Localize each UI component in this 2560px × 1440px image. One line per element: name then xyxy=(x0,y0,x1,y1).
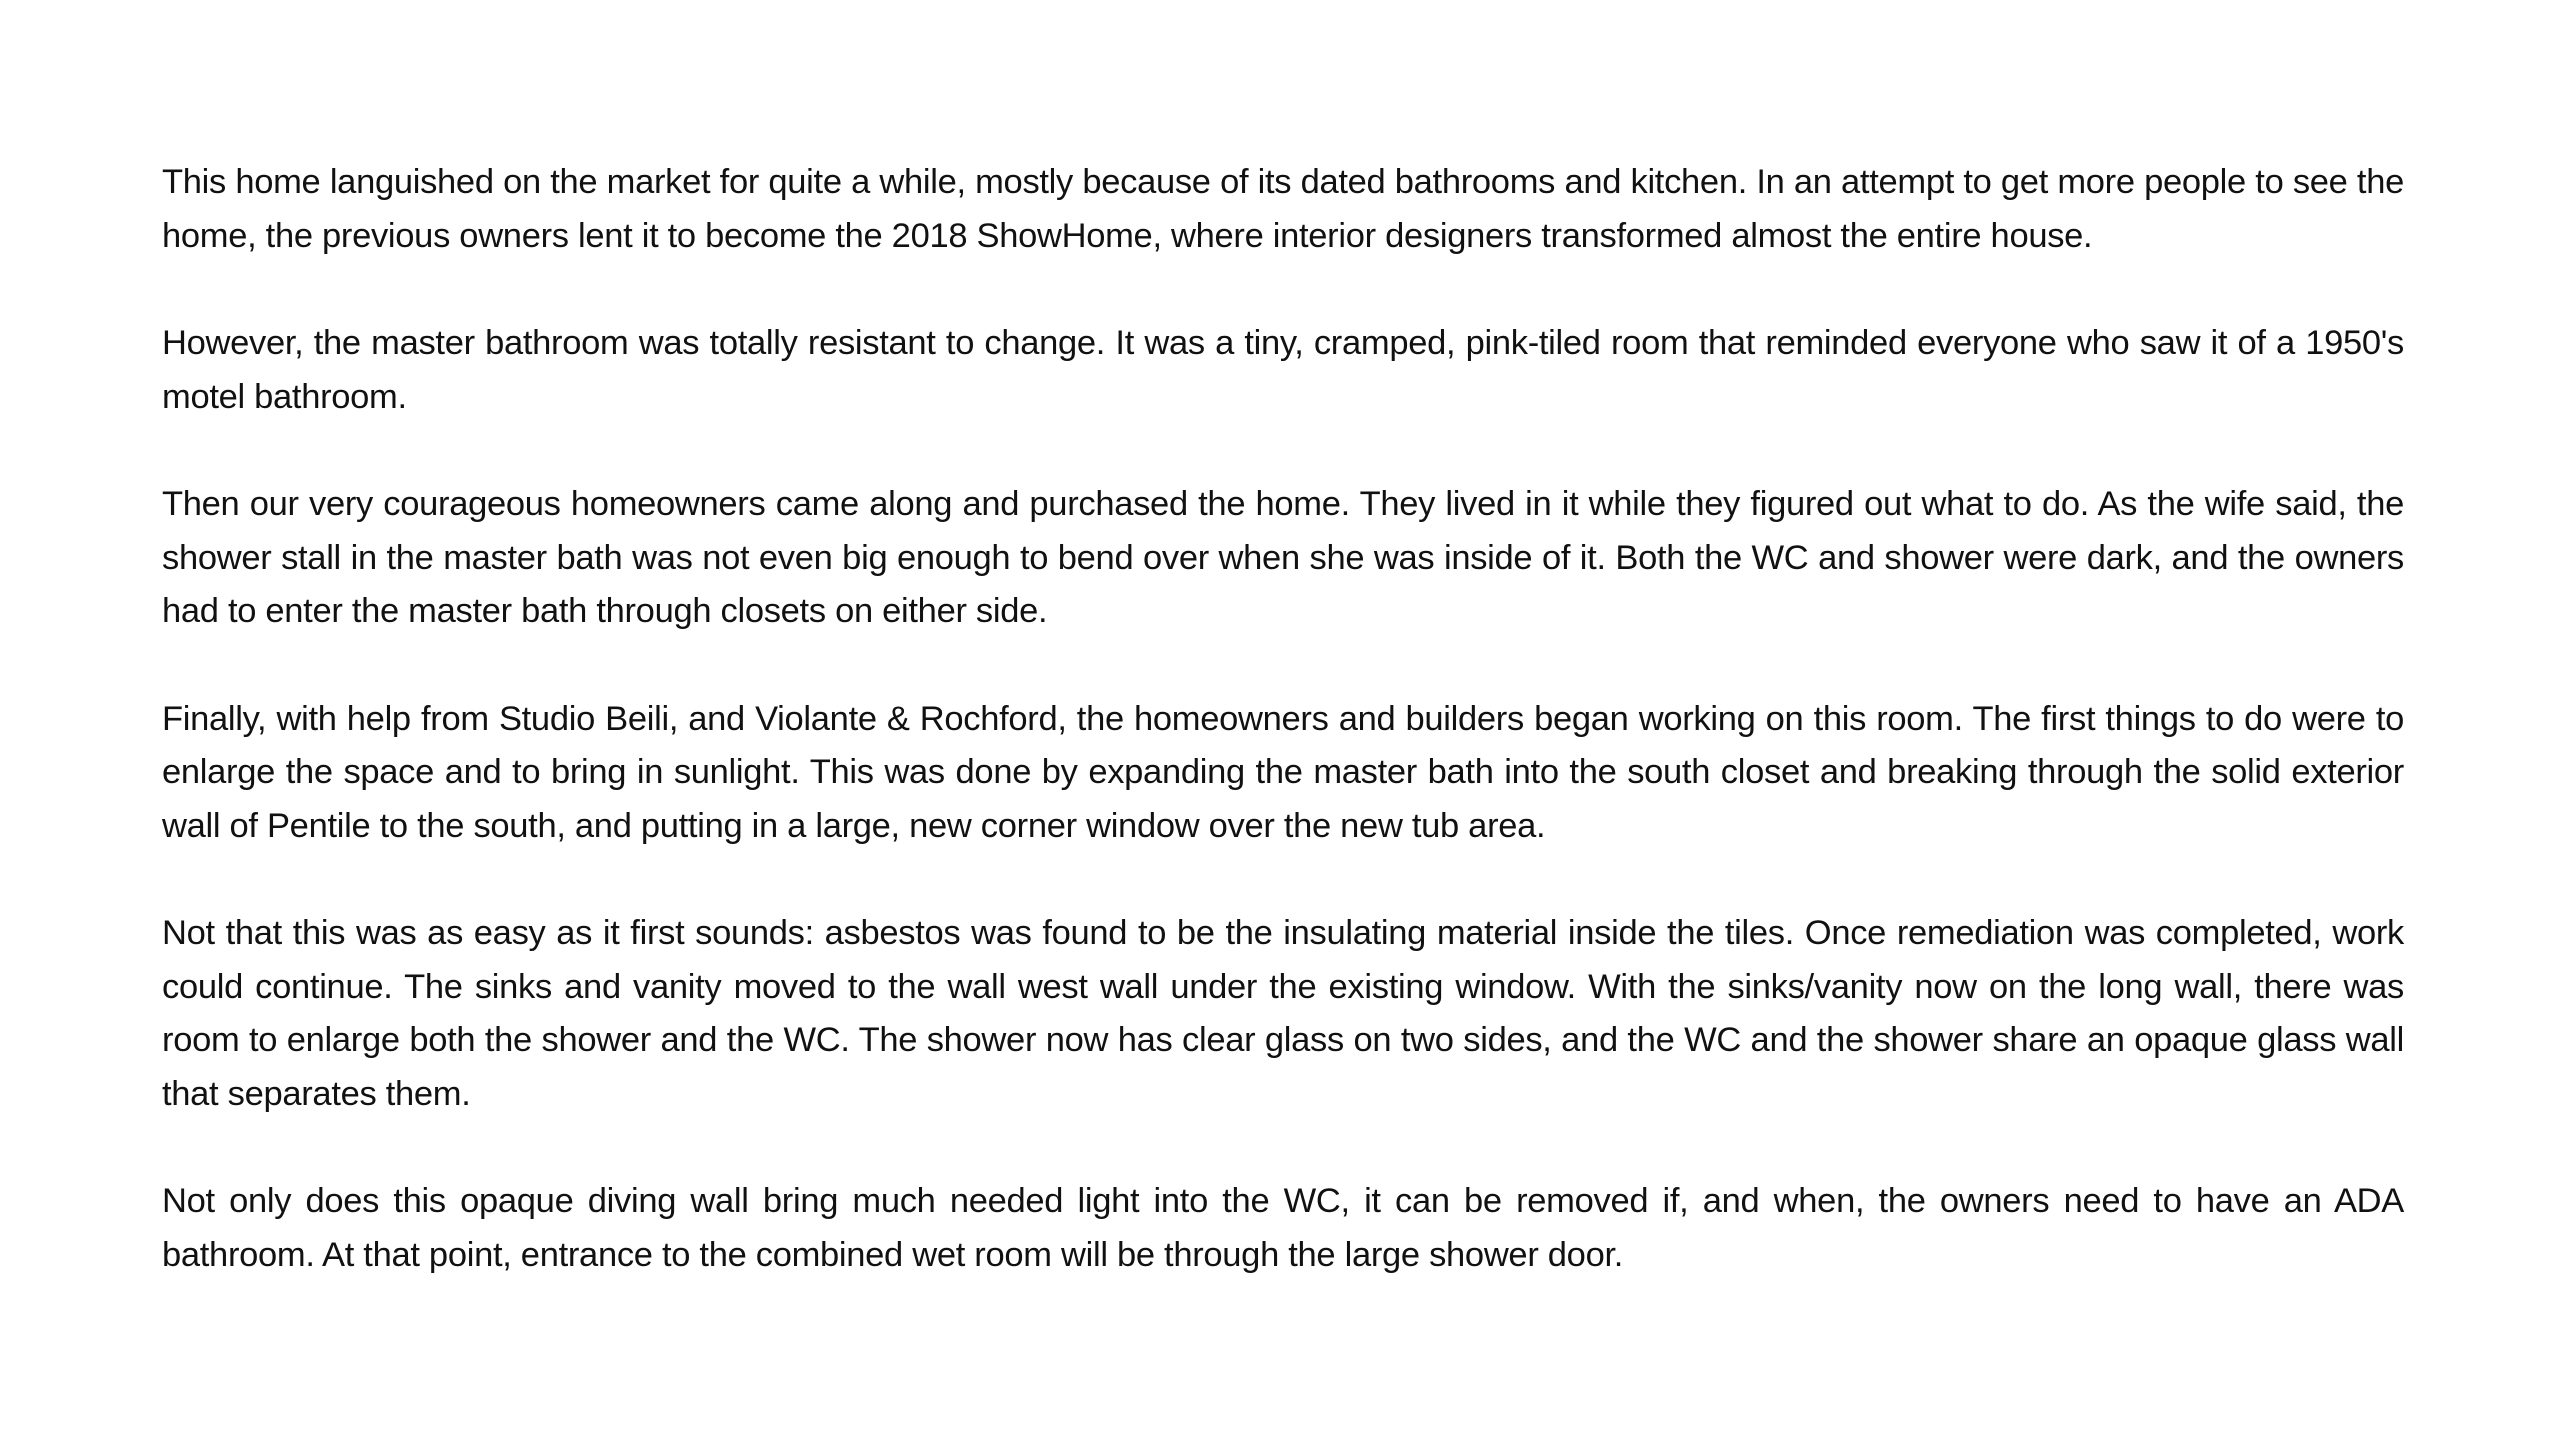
paragraph-listing-history: This home languished on the market for quite a while, mostly because of its dated bathrooms and kitchen. In an attempt to get more people to see the home, the previous owners lent it to become the 2018 ShowHome, where interior designers transformed almost the entire house. xyxy=(162,163,2404,255)
paragraph-opaque-wall: Not only does this opaque diving wall bring much needed light into the WC, it can be removed if, and when, the owners need to have an ADA bathroom. At that point, entrance to the combined wet room will be through the large shower door. xyxy=(162,1182,2404,1274)
paragraph-renovation-start: Finally, with help from Studio Beili, and Violante & Rochford, the homeowners and builders began working on this room. The first things to do were to enlarge the space and to bring in sunlight. This was done by expanding the master bath into the south closet and breaking through the solid exterior wall of Pentile to the south, and putting in a large, new corner window over the new tub area. xyxy=(162,699,2404,845)
document-body xyxy=(162,156,2404,1282)
paragraph-new-homeowners: Then our very courageous homeowners came along and purchased the home. They lived in it while they figured out what to do. As the wife said, the shower stall in the master bath was not even big enough to bend over when she was inside of it. Both the WC and shower were dark, and the owners had to enter the master bath through closets on either side. xyxy=(162,485,2404,630)
paragraph-remediation-layout: Not that this was as easy as it first sounds: asbestos was found to be the insulating material inside the tiles. Once remediation was completed, work could continue. The sinks and vanity moved to the wall west wall under the existing window. With the sinks/vanity now on the long wall, there was room to enlarge both the shower and the WC. The shower now has clear glass on two sides, and the WC and the shower share an opaque glass wall that separates them. xyxy=(162,914,2404,1113)
paragraph-original-bathroom: However, the master bathroom was totally resistant to change. It was a tiny, cramped, pink-tiled room that reminded everyone who saw it of a 1950's motel bathroom. xyxy=(162,324,2404,416)
